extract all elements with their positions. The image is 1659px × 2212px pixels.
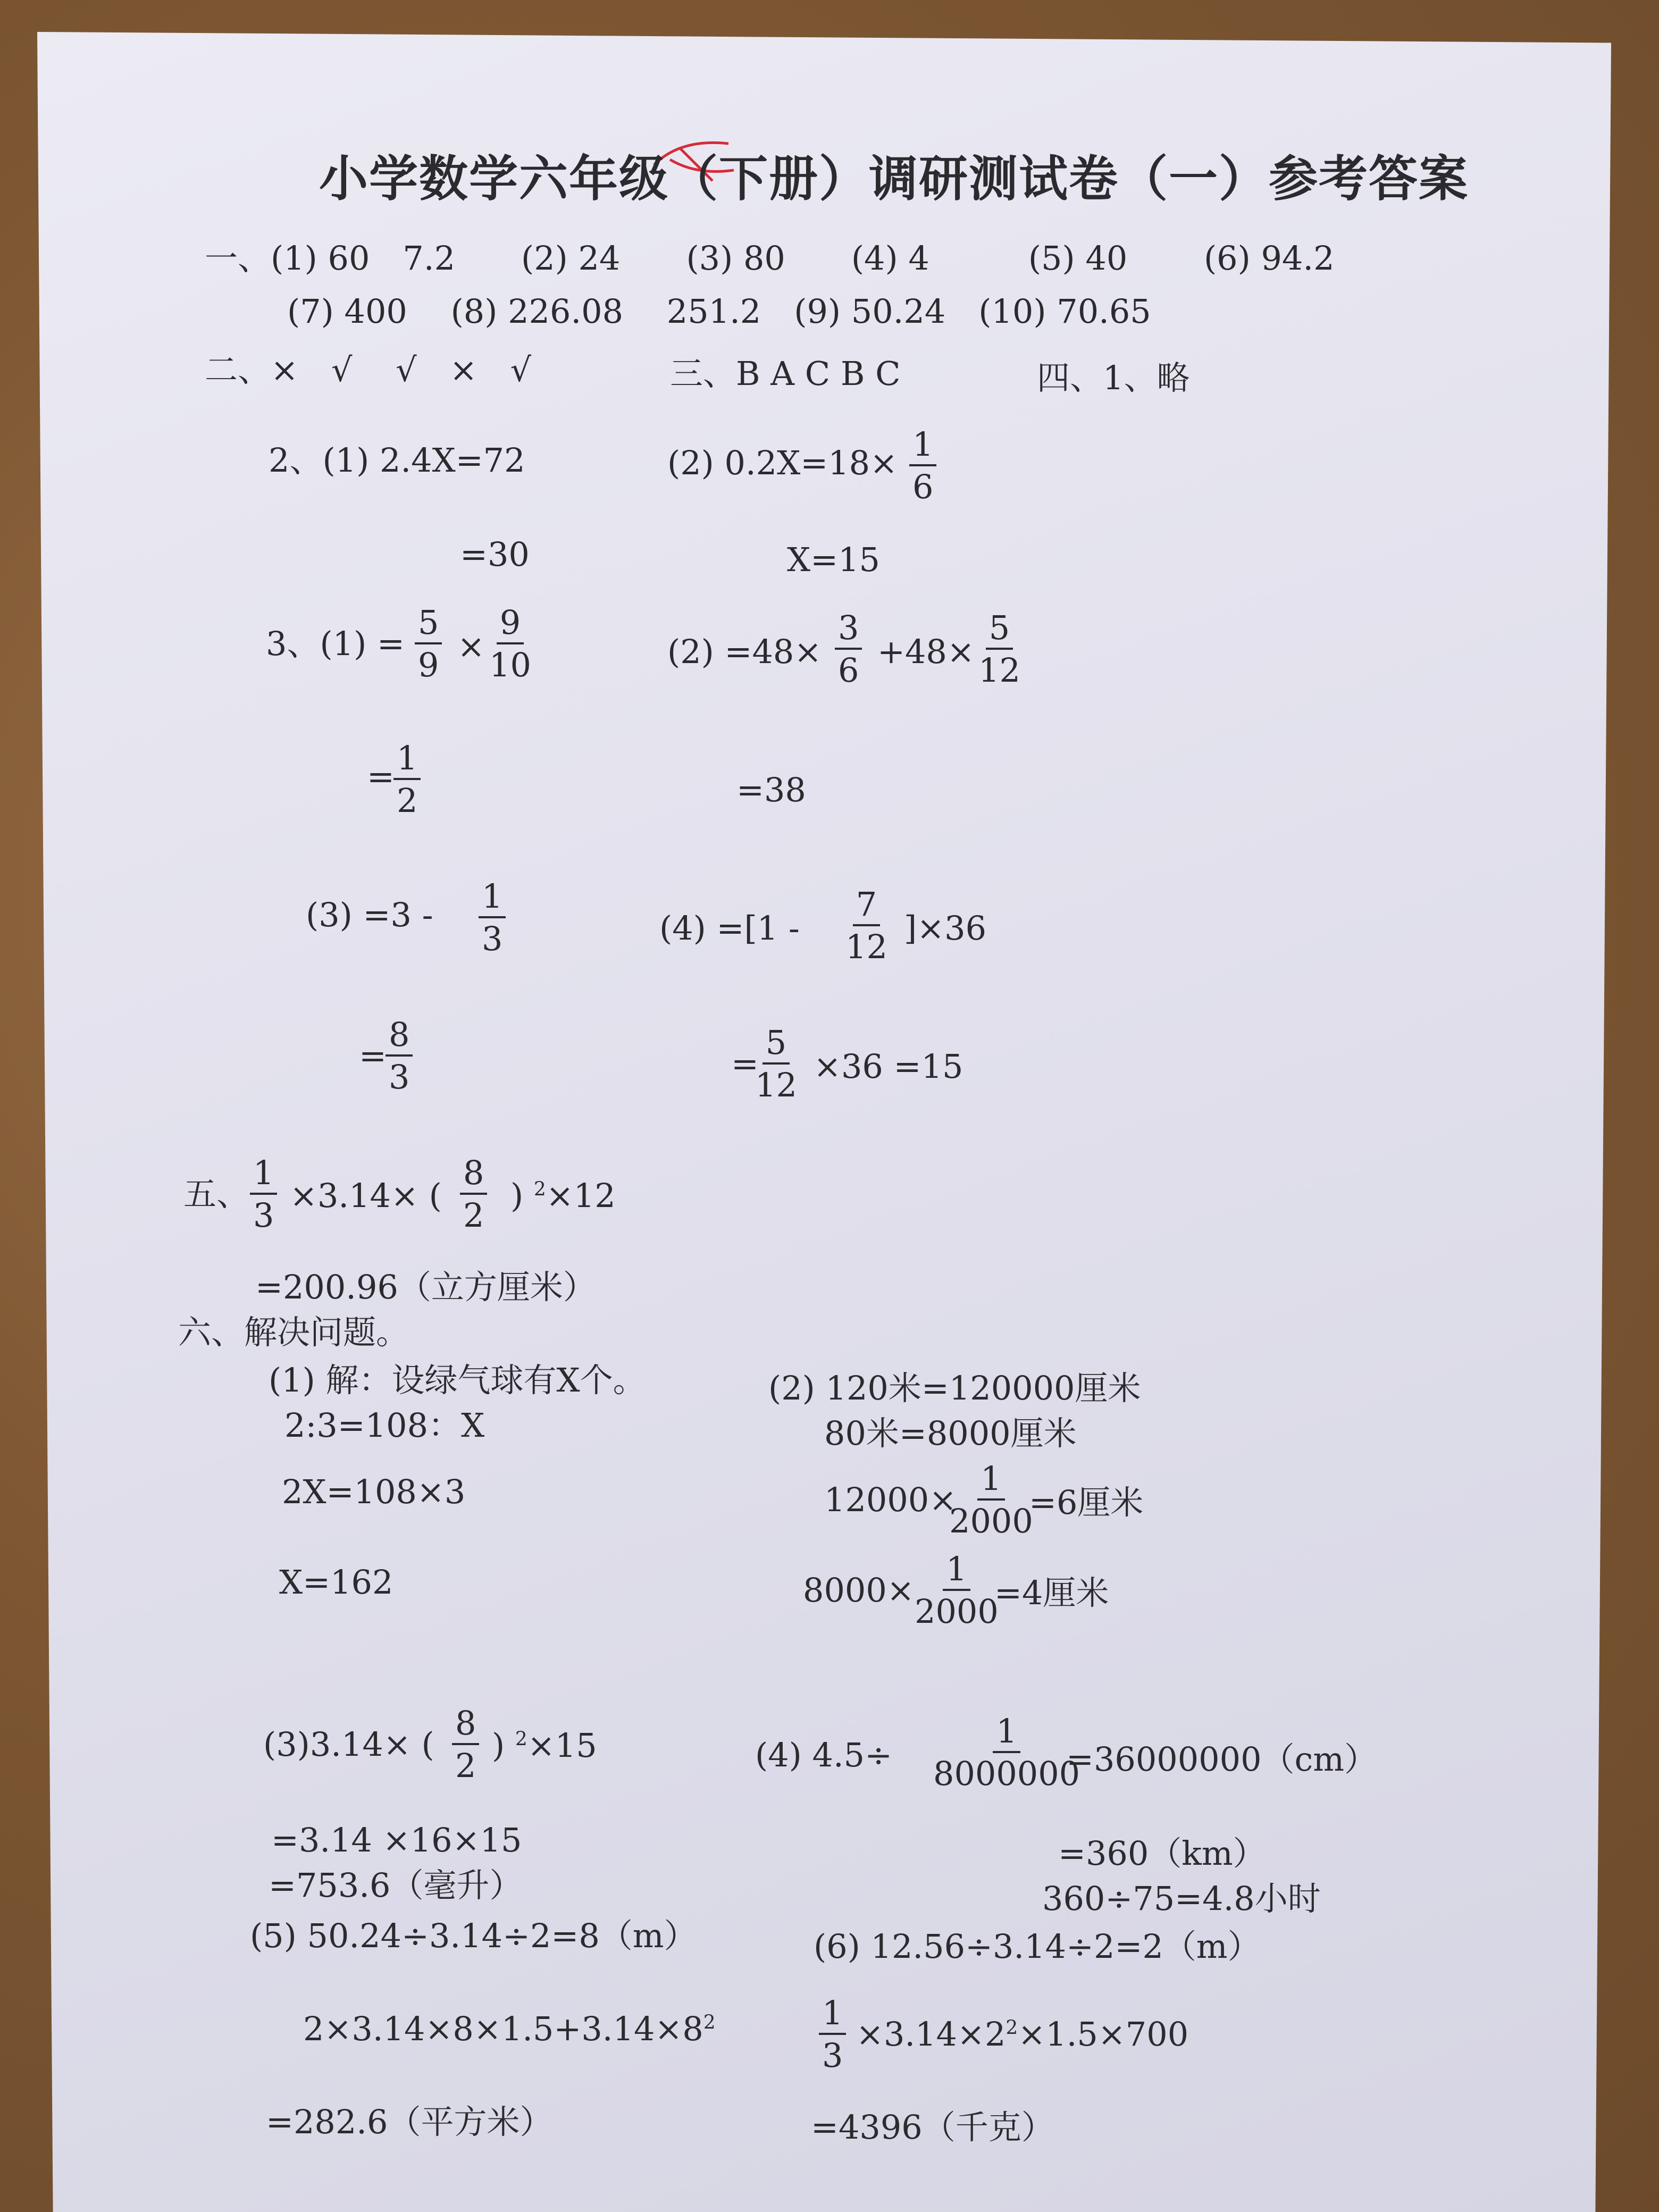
page-title: 小学数学六年级（下册）调研测试卷（一）参考答案 [319, 150, 1469, 207]
s6-p1-line2: 2:3=108：X [284, 1406, 485, 1445]
s6-p2-line3-suffix: =6厘米 [1029, 1483, 1144, 1522]
q3-p2-frac1: $\frac{3}{6}$ [835, 611, 862, 687]
s6-p1-line1: (1) 解：设绿气球有X个。 [269, 1361, 646, 1400]
q2-b-line2: X=15 [787, 540, 880, 579]
section3-answers: 三、B A C B C [670, 354, 901, 393]
section2-answers: 二、× √ √ × √ [205, 350, 532, 389]
s6-p6-frac: $\frac{1}{3}$ [819, 1997, 846, 2072]
s6-p3-line2: =3.14 ×16×15 [271, 1821, 522, 1859]
q2-b-prefix: (2) 0.2X=18× [667, 443, 898, 482]
s6-p4-suffix: =36000000（cm） [1066, 1740, 1378, 1779]
s6-p6-line3: =4396（千克） [811, 2108, 1054, 2147]
s6-p4-line2: =360（km） [1058, 1834, 1266, 1873]
q3-p4-result-eq: = [731, 1044, 759, 1083]
q3-p4-prefix: (4) =[1 - [659, 909, 800, 948]
q3-p3-prefix: (3) =3 - [306, 895, 433, 934]
section6-heading: 六、解决问题。 [178, 1313, 409, 1352]
section5-frac1: $\frac{1}{3}$ [250, 1157, 277, 1232]
q3-p2-result: =38 [736, 770, 806, 809]
q3-p3-frac: $\frac{1}{3}$ [479, 880, 506, 956]
section5-tail: ) $^2$×12 [510, 1176, 616, 1215]
q3-p2-frac2: $\frac{5}{12}$ [978, 608, 1020, 690]
q2-a-line1: 2、(1) 2.4X=72 [269, 441, 525, 480]
q3-p4-result-frac: $\frac{5}{12}$ [755, 1023, 797, 1104]
q3-p2-mid: +48× [877, 632, 975, 671]
s6-p6-line2: $\times 3.14\times 2^2\times 1.5\times 700$ [856, 2015, 1189, 2054]
q3-p3-result: $\frac{8}{3}$ [386, 1018, 413, 1094]
s6-p1-line3: 2X=108×3 [282, 1472, 466, 1511]
section4-answers: 四、1、略 [1037, 358, 1190, 397]
q3-p1-result-eq: = [367, 757, 395, 796]
s6-p2-line4-frac: $\frac{1}{2000}$ [915, 1549, 999, 1631]
q3-p4-result-suffix: ×36 =15 [814, 1047, 963, 1086]
s6-p3-tail: ) $^2$×15 [492, 1726, 597, 1765]
q3-p1-frac2: $\frac{9}{10}$ [489, 603, 531, 684]
section1-row1: 一、(1) 60 7.2 (2) 24 (3) 80 (4) 4 (5) 40 (6) 94.2 [205, 239, 1335, 278]
q3-p1-result: $\frac{1}{2}$ [393, 742, 421, 817]
q3-p1-prefix: 3、(1) = [266, 624, 405, 663]
section5-mid: ×3.14× ( [290, 1176, 442, 1215]
q3-p1-frac1: $\frac{5}{9}$ [415, 606, 442, 682]
s6-p5-line2: $2\times 3.14\times 8\times 1.5+3.14\times 8^2$ [303, 2009, 716, 2048]
q3-p4-frac: $\frac{7}{12}$ [845, 885, 887, 966]
q3-p1-times: × [457, 627, 485, 666]
s6-p4-prefix: (4) 4.5÷ [755, 1736, 893, 1774]
s6-p2-line2: 80米=8000厘米 [824, 1414, 1077, 1453]
s6-p4-line3: 360÷75=4.8小时 [1042, 1879, 1321, 1918]
s6-p5-line1: (5) 50.24÷3.14÷2=8（m） [250, 1916, 697, 1955]
s6-p2-line3-frac: $\frac{1}{2000}$ [949, 1459, 1033, 1540]
q3-p2-prefix: (2) =48× [667, 632, 822, 671]
s6-p3-frac: $\frac{8}{2}$ [452, 1707, 479, 1782]
s6-p1-line4: X=162 [279, 1563, 393, 1602]
q3-p4-suffix: ]×36 [904, 909, 987, 948]
s6-p2-line4-suffix: =4厘米 [994, 1573, 1109, 1612]
q2-a-line2: =30 [460, 535, 530, 574]
s6-p2-line1: (2) 120米=120000厘米 [768, 1369, 1141, 1407]
section5-frac2: $\frac{8}{2}$ [460, 1157, 487, 1232]
q3-p3-result-eq: = [359, 1036, 387, 1075]
s6-p5-line3: =282.6（平方米） [266, 2102, 553, 2141]
s6-p2-line4-prefix: 8000× [803, 1571, 915, 1610]
s6-p3-line3: =753.6（毫升） [269, 1866, 523, 1905]
section5-result: =200.96（立方厘米） [255, 1268, 596, 1306]
s6-p6-line1: (6) 12.56÷3.14÷2=2（m） [814, 1927, 1261, 1966]
section5-prefix: 五、 [183, 1175, 250, 1213]
s6-p3-prefix: (3)3.14× ( [263, 1725, 434, 1764]
section1-row2: (7) 400 (8) 226.08 251.2 (9) 50.24 (10) 70.65 [287, 292, 1151, 331]
q2-b-fraction: $\frac{1}{6}$ [909, 428, 936, 504]
s6-p2-line3-prefix: 12000× [824, 1480, 957, 1519]
s6-p4-frac: $\frac{1}{8000000}$ [933, 1712, 1080, 1793]
